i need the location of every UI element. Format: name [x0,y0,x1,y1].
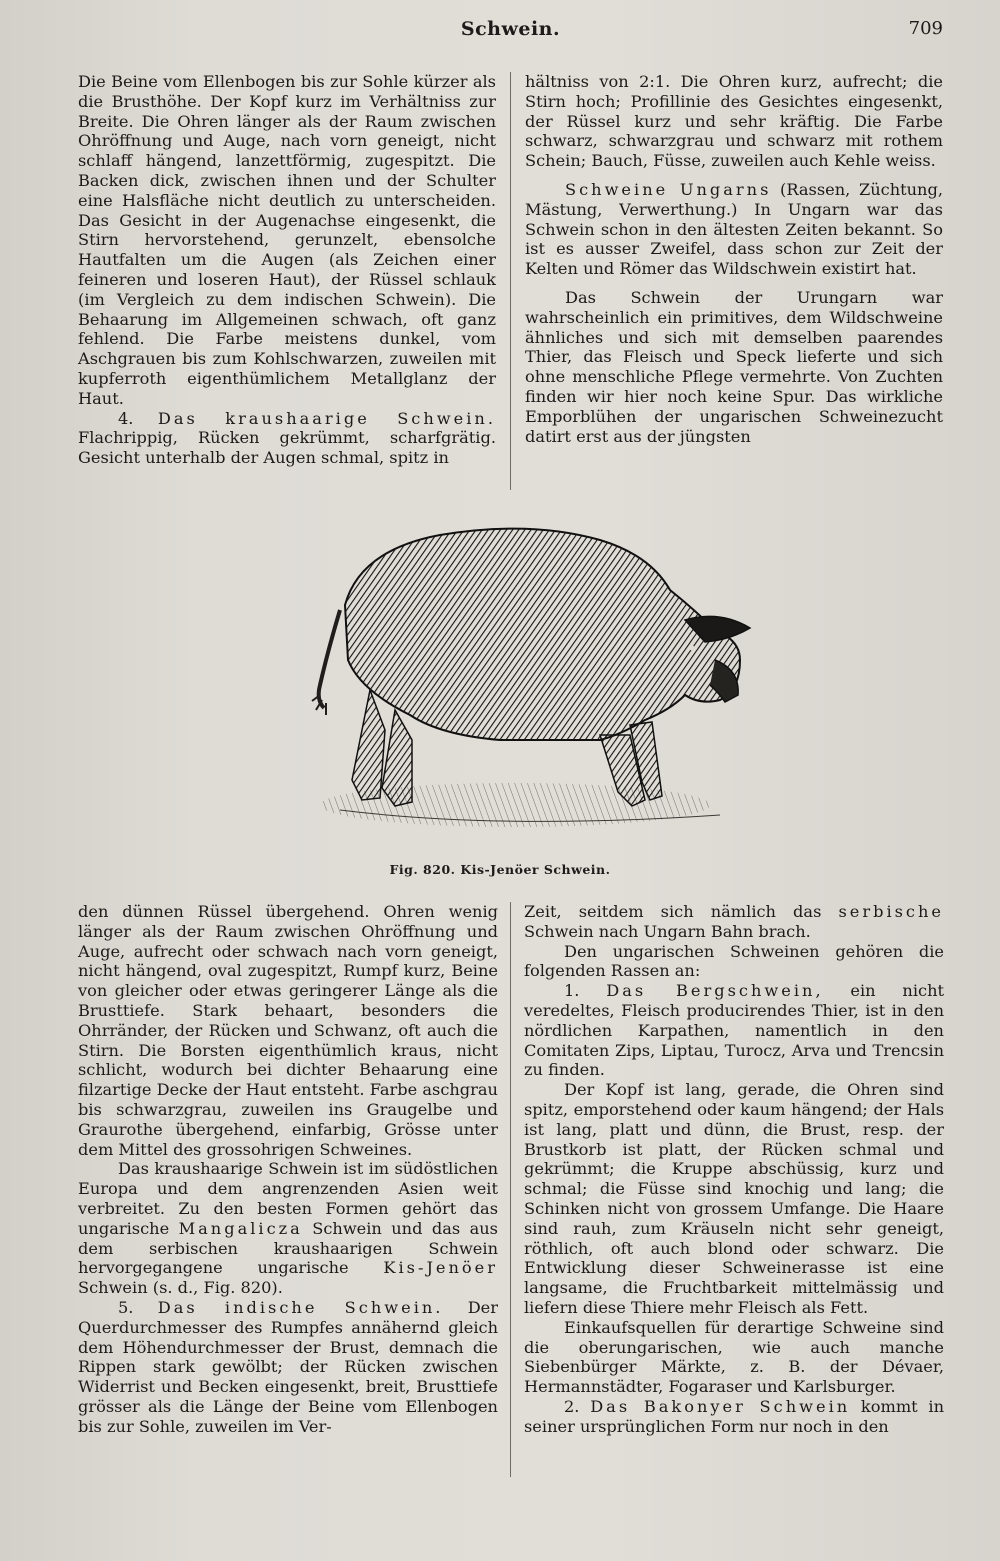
paragraph-breed-3-description: Die Beine vom Ellenbogen bis zur Sohle kürzer als die Brusthöhe. Der Kopf kurz im Verhältniss zur Breite. Die Ohren länger als der Raum zwischen Ohröffnung und Auge, nach vorn geneigt, nicht schlaff hängend, lanzettförmig, zugespitzt. Die Backen dick, zwischen ihnen und der Schulter eine Halsfläche nicht deutlich zu unterscheiden. Das Gesicht in der Augenachse eingesenkt, die Stirn hervorstehend, gerunzelt, ebensolche Hautfalten um die Augen (als Zeichen einer feineren und loseren Haut), der Rüssel schlauk (im Vergleich zu dem indischen Schwein). Die Behaarung im Allgemeinen schwach, oft ganz fehlend. Die Farbe meistens dunkel, vom Aschgrauen bis zum Kohlschwarzen, zuweilen mit kupferroth eigenthümlichem Metallglanz der Haut. [78,72,496,408]
item-number: 5. [118,1297,134,1317]
spaced-term-mangalicza: Mangalicza [178,1218,303,1238]
spaced-heading: Das Bergschwein, [606,981,824,1001]
paragraph-bakonyer [524,1397,944,1437]
spaced-term-kis-jenoer: Kis-Jenöer [383,1258,498,1278]
paragraph-text: (Rassen, Züchtung, Mästung, Verwerthung.) In Ungarn war das Schwein schon in den ältesten Zeiten bekannt. So ist es ausser Zweifel, dass schon zur Zeit der Kelten und Römer das Wildschwein existirt hat. [525,179,943,279]
spaced-heading: Schweine Ungarns [565,179,772,199]
column-bottom-right [524,902,944,1437]
paragraph-text: Schwein (s. d., Fig. 820). [78,1278,283,1298]
figure-pig-illustration [300,510,760,855]
paragraph-kopf-description: Der Kopf ist lang, gerade, die Ohren sind spitz, emporstehend oder kaum hängend; der Hals ist lang, platt und dünn, die Brust, resp. der Brustkorb ist platt, der Rücken schmal und gekrümmt; die Kruppe abschüssig, kurz und schmal; die Füsse sind knochig und lang; die Schinken nicht von grossem Umfange. Die Haare sind rauh, zum Kräuseln nicht sehr geneigt, röthlich, oft auch blond oder schwarz. Die Entwicklung dieser Schweinerasse ist eine langsame, die Fruchtbarkeit mittelmässig und liefern diese Thiere mehr Fleisch als Fett. [524,1080,944,1317]
item-number: 4. [118,408,134,428]
paragraph-text: Flachrippig, Rücken gekrümmt, scharfgrätig. Gesicht unterhalb der Augen schmal, spitz in [78,428,496,468]
paragraph-text: ein nicht veredeltes, Fleisch producirendes Thier, ist in den nördlichen Karpathen, namentlich in den Comitaten Zips, Liptau, Turocz, Arva und Trencsin zu finden. [524,981,945,1080]
paragraph-continuation: den dünnen Rüssel übergehend. Ohren wenig länger als der Raum zwischen Ohröffnung und Auge, aufrecht oder schwach nach vorn geneigt, nicht hängend, oval zugespitzt, Rumpf kurz, Beine von gleicher oder etwas geringerer Länge als die Brusttiefe. Stark behaart, besonders die Ohrränder, der Rücken und Schwanz, oft auch die Stirn. Die Borsten eigenthümlich kraus, nicht schlicht, wodurch bei dichter Behaarung eine filzartige Decke der Haut entsteht. Farbe aschgrau bis schwarzgrau, zuweilen ins Graugelbe und Graurothe übergehend, einfarbig, Grösse unter dem Mittel des grossohrigen Schweines. [78,902,498,1159]
paragraph-text: kommt in seiner ursprünglichen Form nur noch in den [524,1396,944,1436]
paragraph-text: Zeit, seitdem sich nämlich das [524,902,839,921]
paragraph-text: Der Querdurchmesser des Rumpfes annähernd gleich dem Höhendurchmesser der Brust, demnach die Rippen stark gewölbt; der Rücken zwischen Widerrist und Becken eingesenkt, breit, Brusttiefe grösser als die Länge der Beine vom Ellenbogen bis zur Sohle, zuweilen im Ver- [78,1297,499,1436]
column-top-right [525,72,943,446]
running-title: Schwein. [460,18,561,40]
spaced-heading: Das Bakonyer Schwein [590,1396,851,1416]
figure-caption: Fig. 820. Kis-Jenöer Schwein. [389,862,611,877]
running-head [78,18,943,46]
paragraph-bergschwein [524,981,944,1080]
item-number: 1. [564,981,580,1001]
paragraph-einkaufsquellen: Einkaufsquellen für derartige Schweine sind die oberungarischen, wie auch manche Siebenbürger Märkte, z. B. der Dévaer, Hermannstädter, Fogaraser und Karlsburger. [524,1317,944,1397]
spaced-term-serbische: serbische [838,902,944,921]
paragraph-continuation [524,902,944,942]
column-bottom-left [78,902,498,1437]
paragraph-text: Schwein nach Ungarn Bahn brach. [524,921,811,941]
spaced-heading: Das kraushaarige Schwein. [157,408,496,428]
column-top-left [78,72,496,468]
pig-engraving [300,510,760,855]
paragraph-rassen-intro: Den ungarischen Schweinen gehören die folgenden Rassen an: [524,941,944,981]
paragraph-breed-4 [78,409,496,468]
column-rule-top [510,72,511,490]
page-number: 709 [908,18,943,39]
column-rule-bottom [510,902,511,1477]
spaced-heading: Das indische Schwein. [157,1297,444,1317]
paragraph-schweine-ungarns [525,180,943,279]
paragraph-urungarn: Das Schwein der Urungarn war wahrscheinlich ein primitives, dem Wildschweine ähnliches und sich mit demselben paarendes Thier, das Fleisch und Speck lieferte und sich ohne menschliche Pflege vermehrte. Von Zuchten finden wir hier noch keine Spur. Das wirkliche Emporblühen der ungarischen Schweinezucht datirt erst aus der jüngsten [525,287,943,446]
paragraph-continuation: hältniss von 2:1. Die Ohren kurz, aufrecht; die Stirn hoch; Profillinie des Gesichtes eingesenkt, der Rüssel kurz und sehr kräftig. Die Farbe schwarz, schwarzgrau und schwarz mit rothem Schein; Bauch, Füsse, zuweilen auch Kehle weiss. [525,72,943,171]
paragraph-text: Das kraushaarige Schwein ist im südöstlichen Europa und dem angrenzenden Asien weit verbreitet. Zu den besten Formen gehört das ungarische [78,1159,498,1238]
paragraph-breed-5 [78,1298,498,1437]
item-number: 2. [564,1396,580,1416]
paragraph-text: Schwein und das aus dem serbischen kraushaarigen Schwein hervorgegangene ungarische [78,1218,498,1278]
paragraph-kraushaarig [78,1159,498,1298]
